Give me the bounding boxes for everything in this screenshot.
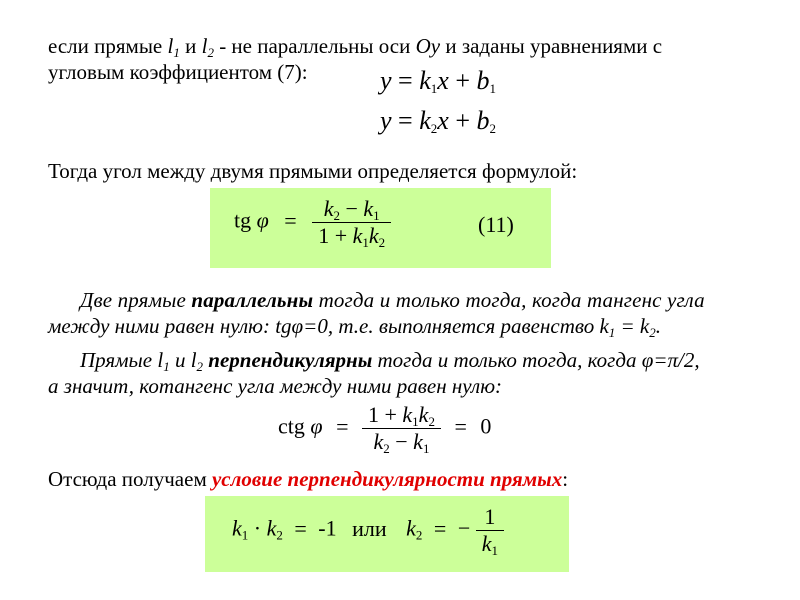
perp-line-1	[48, 348, 700, 373]
subscript: 2	[383, 441, 390, 456]
subscript: 2	[489, 121, 496, 136]
subscript: 1	[430, 81, 438, 96]
var: k	[413, 429, 423, 454]
fraction	[476, 504, 504, 557]
subscript: 2	[428, 414, 435, 429]
equation-line-1	[380, 66, 496, 96]
subscript: 2	[333, 208, 340, 223]
text: Отсюда получаем	[48, 467, 212, 491]
equals: =	[284, 207, 297, 233]
zero: 0	[480, 413, 492, 439]
angle-text: Тогда угол между двумя прямыми определяется формулой:	[48, 159, 578, 183]
equals: =	[398, 66, 413, 95]
var: k	[352, 223, 363, 248]
subscript: 1	[412, 414, 419, 429]
subscript: 1	[373, 208, 380, 223]
text: = k	[615, 314, 650, 338]
subscript: 2	[276, 527, 283, 543]
subscript: 2	[378, 235, 386, 250]
var: k	[266, 515, 277, 541]
subscript: 1	[491, 543, 499, 558]
formula-ctg	[278, 402, 491, 455]
equals: =	[433, 515, 447, 541]
text: Две прямые	[80, 288, 192, 312]
subscript: 1	[489, 81, 496, 96]
text: :	[562, 467, 569, 491]
var: k	[368, 223, 379, 248]
subscript: 1	[163, 359, 170, 374]
func-tg: tg	[234, 207, 252, 233]
fraction	[362, 402, 441, 455]
var: k	[418, 402, 429, 427]
var: x	[437, 106, 449, 135]
text: если прямые	[48, 34, 168, 58]
text: тогда и только тогда, когда тангенс угла	[313, 288, 705, 312]
var: b	[476, 66, 490, 95]
func-ctg: ctg	[278, 413, 305, 439]
dot: ·	[253, 515, 262, 541]
formula-11	[234, 196, 391, 249]
minus: −	[395, 429, 408, 454]
var: y	[380, 66, 392, 95]
perp-line-2: а значит, котангенс угла между ними равен нулю:	[48, 374, 503, 398]
numerator: 1	[476, 504, 504, 531]
perpendicularity-condition: условие перпендикулярности прямых	[211, 467, 563, 491]
text: и заданы уравнениями с	[440, 34, 663, 58]
subscript: 1	[608, 325, 616, 340]
parallel-line-1	[48, 288, 705, 313]
subscript: 2	[649, 325, 656, 340]
keyword-parallel: параллельны	[191, 288, 314, 312]
conclusion-line	[48, 467, 568, 492]
equals: =	[336, 413, 349, 439]
fraction	[312, 196, 391, 249]
var-l: l	[167, 34, 174, 58]
denominator	[312, 223, 391, 249]
var: k	[481, 531, 492, 556]
equals: =	[294, 515, 307, 541]
one: 1	[318, 223, 330, 248]
var: k	[419, 106, 431, 135]
formula-final	[232, 504, 504, 557]
subscript: 2	[415, 527, 423, 543]
numerator	[362, 402, 441, 429]
text: между ними равен нулю: tgφ=0, т.е. выполняется равенство k	[48, 314, 609, 338]
minus: −	[345, 196, 358, 221]
plus: +	[334, 223, 348, 248]
intro-line-1	[48, 34, 662, 59]
subscript: 1	[173, 45, 180, 60]
parallel-line-2	[48, 314, 661, 339]
phi: φ	[310, 413, 323, 439]
var: y	[380, 106, 392, 135]
subscript: 2	[207, 45, 214, 60]
var: k	[363, 196, 374, 221]
plus: +	[384, 402, 397, 427]
one: 1	[367, 402, 379, 427]
var: k	[373, 429, 384, 454]
var: k	[406, 515, 416, 541]
equals: =	[454, 413, 467, 439]
plus: +	[455, 66, 470, 95]
text: Прямые l	[80, 348, 164, 372]
intro-line-2: угловым коэффициентом (7):	[48, 60, 308, 84]
text: и l	[169, 348, 197, 372]
text: и	[179, 34, 202, 58]
equation-line-2	[380, 106, 496, 136]
var: k	[323, 196, 334, 221]
keyword-perpendicular: перпендикулярны	[208, 348, 373, 372]
subscript: 1	[362, 235, 369, 250]
var-l: l	[201, 34, 208, 58]
minus-one: -1	[318, 515, 337, 541]
numerator	[312, 196, 391, 223]
text: тогда и только тогда, когда φ=π/2,	[372, 348, 700, 372]
phi: φ	[256, 207, 269, 233]
axis-name: Oy	[415, 34, 441, 58]
equals: =	[398, 106, 413, 135]
var: k	[232, 515, 242, 541]
var: k	[419, 66, 431, 95]
plus: +	[455, 106, 470, 135]
text: .	[655, 314, 662, 338]
formula-number: (11)	[478, 212, 514, 237]
subscript: 2	[430, 121, 438, 136]
denominator	[476, 531, 504, 557]
var: b	[476, 106, 490, 135]
denominator	[362, 429, 441, 455]
minus: −	[457, 515, 471, 541]
subscript: 1	[241, 527, 249, 543]
or-word: или	[352, 515, 387, 541]
text: - не параллельны оси	[213, 34, 416, 58]
var: k	[402, 402, 413, 427]
subscript: 2	[196, 359, 204, 374]
subscript: 1	[422, 441, 430, 456]
var: x	[437, 66, 449, 95]
